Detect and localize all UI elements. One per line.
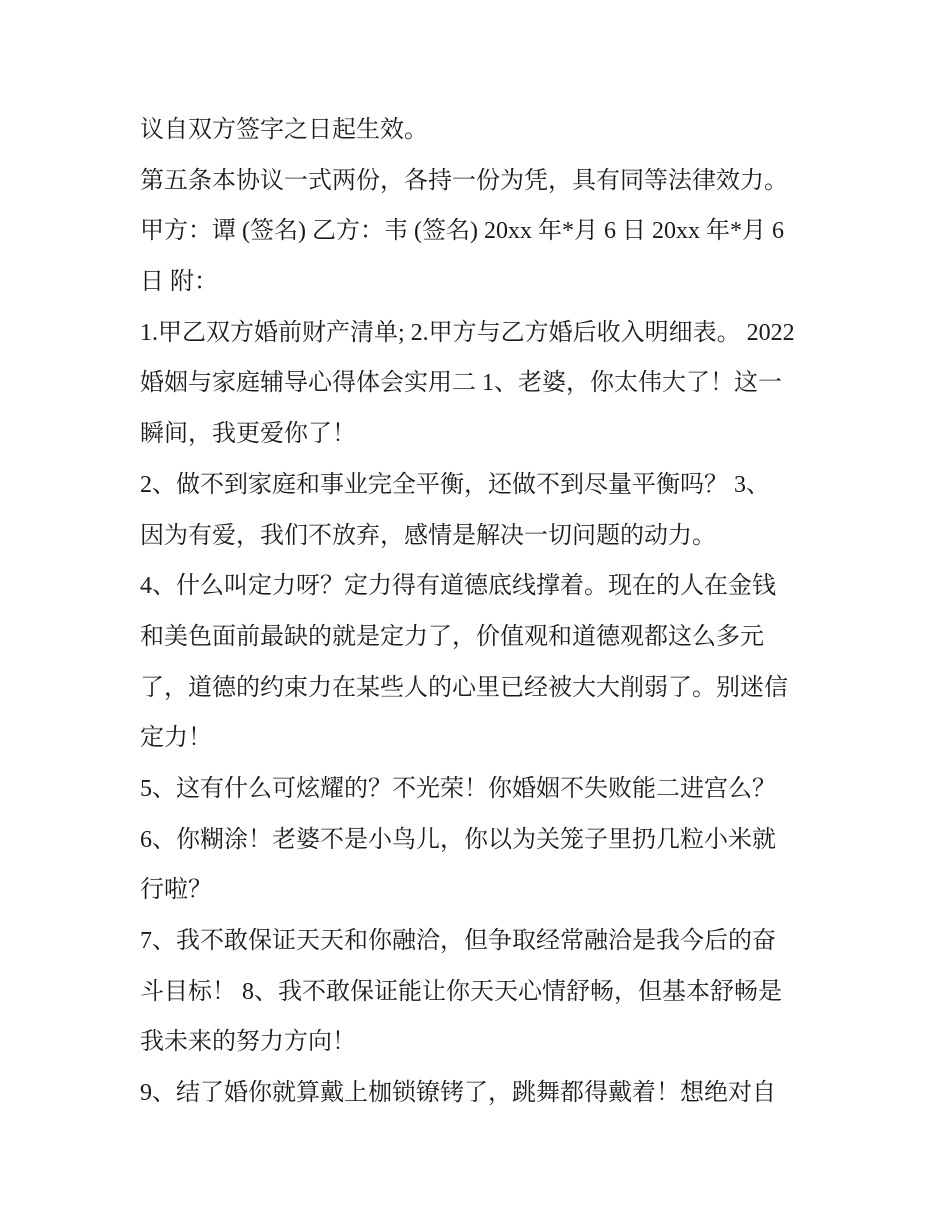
text-line: 和美色面前最缺的就是定力了，价值观和道德观都这么多元 [140,623,764,650]
text-line: 瞬间，我更爱你了！ [140,421,356,448]
text-line: 议自双方签字之日起生效。 [140,117,428,143]
text-line: 了，道德的约束力在某些人的心里已经被大大削弱了。别迷信 [140,674,788,701]
text-line: 2、做不到家庭和事业完全平衡，还做不到尽量平衡吗？ 3、 [140,471,770,498]
text-line: 行啦？ [140,877,212,904]
text-line: 4、什么叫定力呀？定力得有道德底线撑着。现在的人在金钱 [140,573,776,600]
text-line: 因为有爱，我们不放弃，感情是解决一切问题的动力。 [140,522,716,549]
text-line: 5、这有什么可炫耀的？不光荣！你婚姻不失败能二进宫么？ [140,775,776,802]
text-line: 我未来的努力方向！ [140,1029,356,1056]
text-line: 第五条本协议一式两份，各持一份为凭，具有同等法律效力。 [140,167,788,194]
text-line: 6、你糊涂！老婆不是小鸟儿，你以为关笼子里扔几粒小米就 [140,826,776,853]
text-line: 7、我不敢保证天天和你融洽，但争取经常融洽是我今后的奋 [140,928,776,954]
text-line: 9、结了婚你就算戴上枷锁镣铐了，跳舞都得戴着！想绝对自 [140,1080,776,1107]
text-line: 甲方：谭 (签名) 乙方：韦 (签名) 20xx 年*月 6 日 20xx 年*月 6 [140,218,784,245]
text-line: 1.甲乙双方婚前财产清单; 2.甲方与乙方婚后收入明细表。 2022 [140,319,795,346]
text-line: 婚姻与家庭辅导心得体会实用二 1、老婆，你太伟大了！这一 [140,370,782,397]
text-line: 定力！ [140,725,212,752]
document-body [140,105,840,1119]
text-line: 日 附： [140,269,218,296]
text-line: 斗目标！ 8、我不敢保证能让你天天心情舒畅，但基本舒畅是 [140,978,782,1005]
